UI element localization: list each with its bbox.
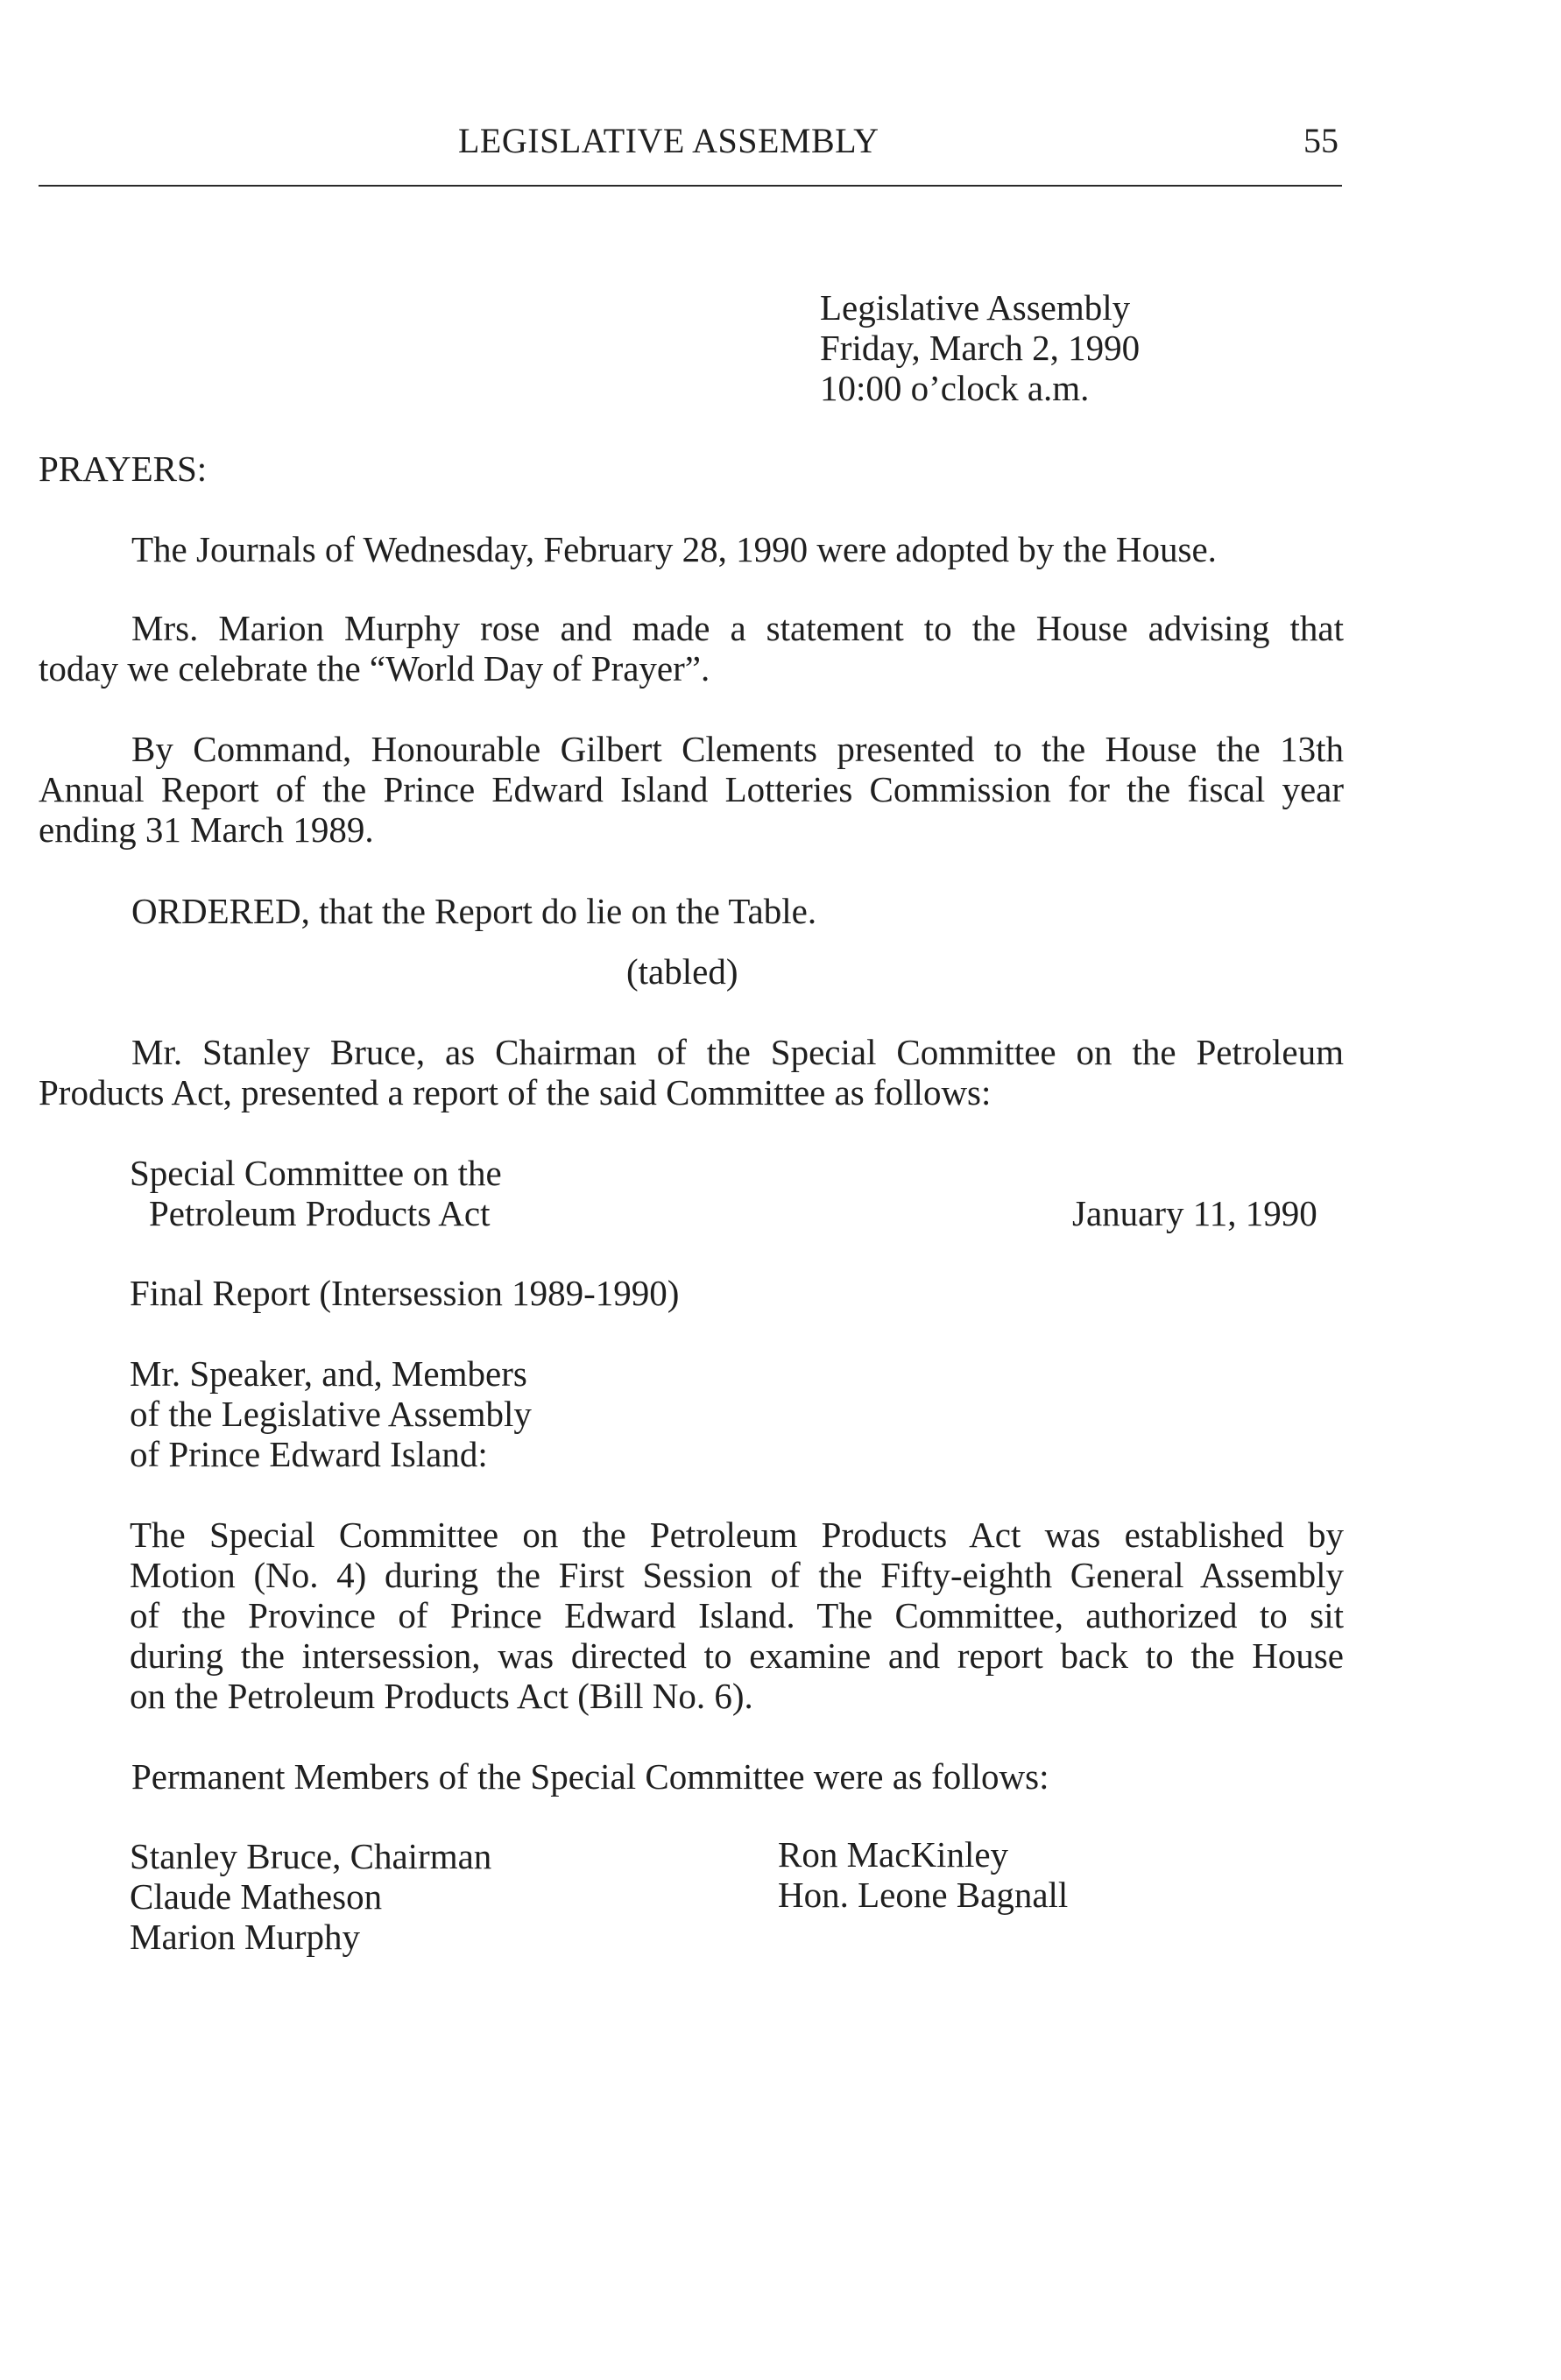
murphy-line-2: today we celebrate the “World Day of Prayer”.	[39, 648, 710, 689]
murphy-line-1: Mrs. Marion Murphy rose and made a statement to the House advising that	[131, 608, 1344, 648]
journals-paragraph: The Journals of Wednesday, February 28, 1990 were adopted by the House.	[131, 529, 1217, 569]
tabled-note: (tabled)	[626, 951, 738, 992]
report-committee-line-1: Special Committee on the	[130, 1153, 502, 1193]
report-body-line-1: The Special Committee on the Petroleum Products Act was established by	[130, 1515, 1344, 1555]
member-left-2: Claude Matheson	[130, 1876, 383, 1917]
report-date: January 11, 1990	[1072, 1193, 1317, 1233]
command-line-3: ending 31 March 1989.	[39, 809, 374, 850]
page-header-title: LEGISLATIVE ASSEMBLY	[458, 121, 879, 160]
member-left-1: Stanley Bruce, Chairman	[130, 1836, 492, 1876]
command-line-2: Annual Report of the Prince Edward Island Lotteries Commission for the fiscal year	[39, 769, 1344, 809]
header-rule	[39, 185, 1342, 187]
session-block	[820, 287, 1140, 408]
ordered-paragraph: ORDERED, that the Report do lie on the Table.	[131, 891, 817, 931]
report-body-line-5: on the Petroleum Products Act (Bill No. 6).	[130, 1676, 753, 1716]
report-body	[130, 1515, 1344, 1716]
member-right-1: Ron MacKinley	[778, 1834, 1009, 1875]
report-address-line-2: of the Legislative Assembly	[130, 1394, 532, 1434]
bruce-line-2: Products Act, presented a report of the said Committee as follows:	[39, 1072, 992, 1112]
report-address-line-1: Mr. Speaker, and, Members	[130, 1353, 527, 1394]
command-line-1: By Command, Honourable Gilbert Clements presented to the House the 13th	[131, 729, 1344, 769]
member-right-2: Hon. Leone Bagnall	[778, 1875, 1069, 1915]
session-date: Friday, March 2, 1990	[820, 328, 1141, 368]
report-title: Final Report (Intersession 1989-1990)	[130, 1273, 680, 1313]
session-body: Legislative Assembly	[820, 287, 1131, 328]
report-address-line-3: of Prince Edward Island:	[130, 1434, 488, 1474]
report-body-line-4: during the intersession, was directed to examine and report back to the House	[130, 1635, 1344, 1676]
murphy-paragraph	[39, 608, 1344, 689]
members-intro: Permanent Members of the Special Committee were as follows:	[131, 1756, 1049, 1797]
report-committee-line-2: Petroleum Products Act	[149, 1193, 491, 1233]
report-body-line-3: of the Province of Prince Edward Island. The Committee, authorized to sit	[130, 1595, 1344, 1635]
command-paragraph	[39, 729, 1344, 850]
bruce-line-1: Mr. Stanley Bruce, as Chairman of the Special Committee on the Petroleum	[131, 1032, 1344, 1072]
prayers-heading: PRAYERS:	[39, 448, 208, 489]
report-body-line-2: Motion (No. 4) during the First Session of the Fifty-eighth General Assembly	[130, 1555, 1344, 1595]
bruce-paragraph	[39, 1032, 1344, 1112]
member-left-3: Marion Murphy	[130, 1917, 361, 1957]
page-number: 55	[1303, 121, 1339, 160]
session-time: 10:00 o’clock a.m.	[820, 368, 1090, 408]
